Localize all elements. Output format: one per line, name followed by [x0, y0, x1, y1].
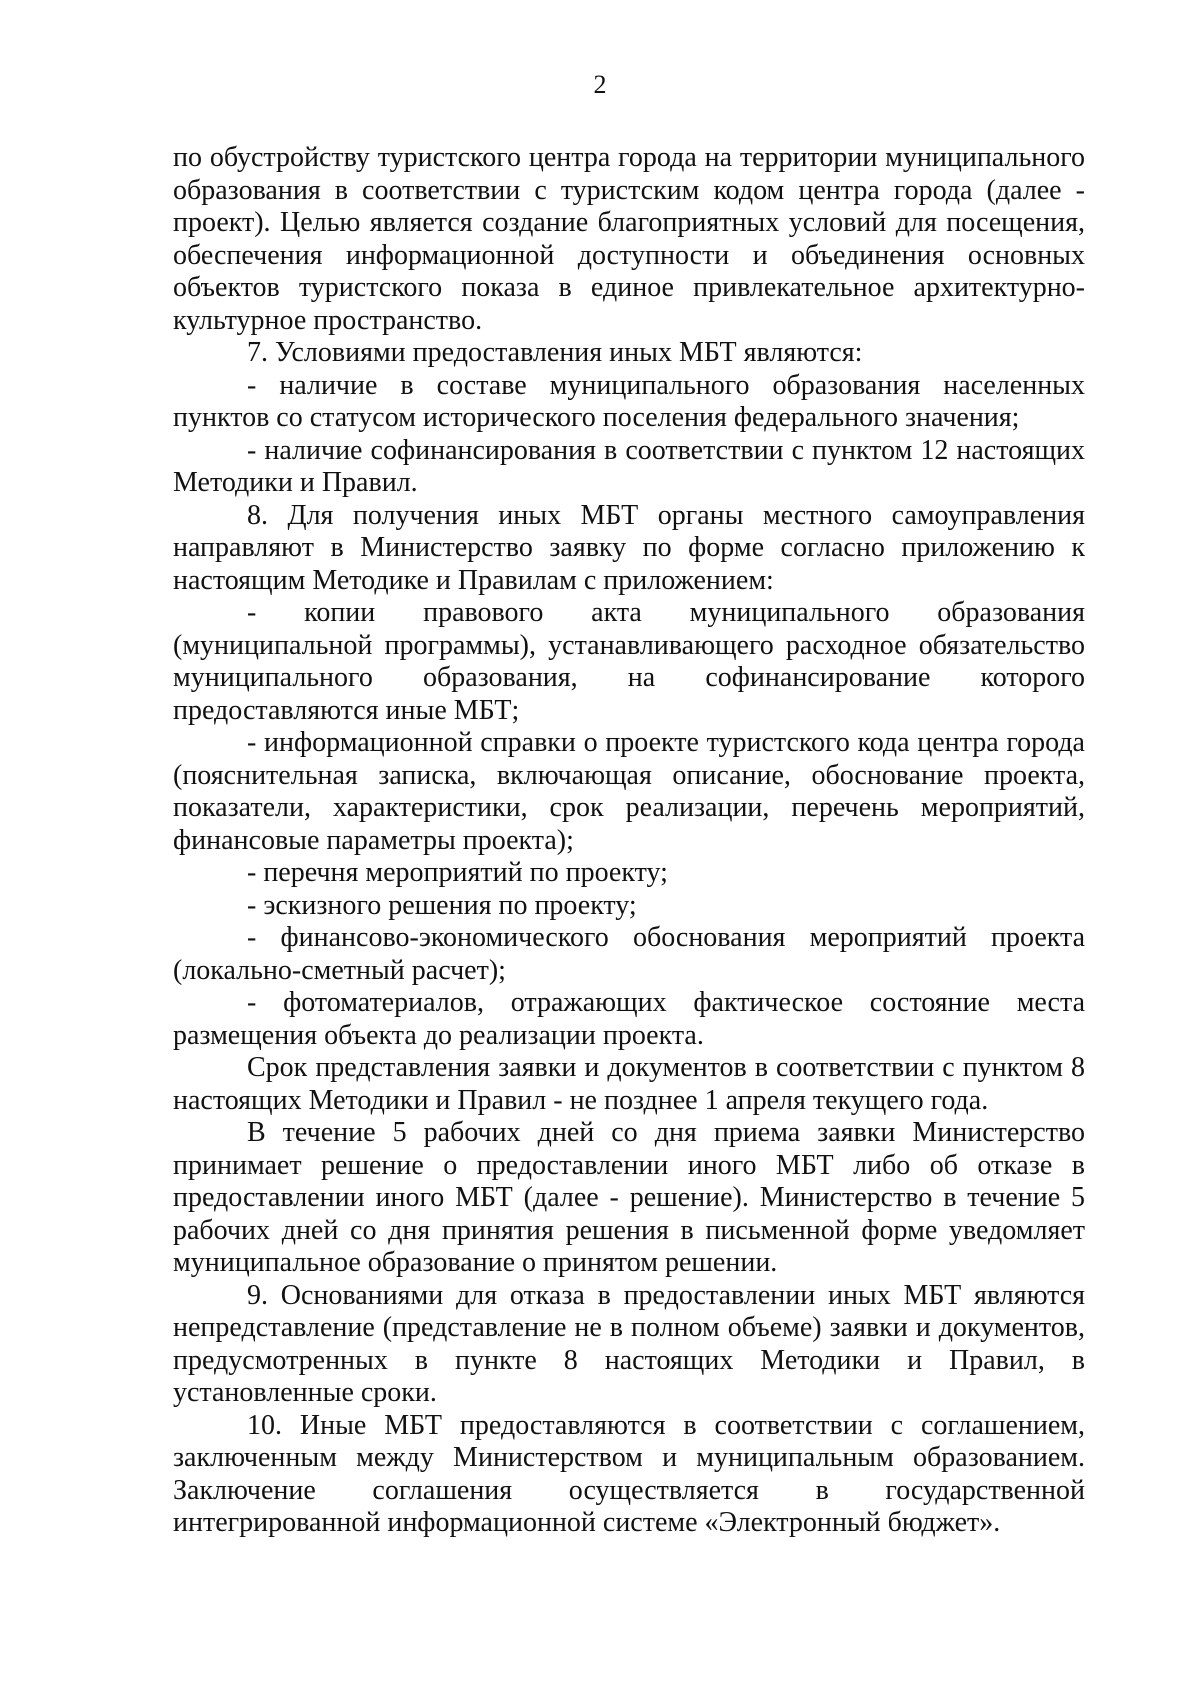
list-item-legal-act: - копии правового акта муниципального образования (муниципальной программы), устанавливающего расходное обязательство муниципального образования, на софинансирование которого предоставляются иные МБТ;: [173, 597, 1085, 726]
paragraph-10-agreement: 10. Иные МБТ предоставляются в соответствии с соглашением, заключенным между Министерством и муниципальным образованием. Заключение соглашения осуществляется в государственной интегрированной информационной системе «Электронный бюджет».: [173, 1409, 1085, 1538]
paragraph-8-application: 8. Для получения иных МБТ органы местного самоуправления направляют в Министерство заявку по форме согласно приложению к настоящим Методике и Правилам с приложением:: [173, 499, 1085, 596]
paragraph-deadline: Срок представления заявки и документов в соответствии с пунктом 8 настоящих Методики и Правил - не позднее 1 апреля текущего года.: [173, 1052, 1085, 1116]
page-number: 2: [593, 70, 607, 99]
document-body: [173, 142, 1085, 1540]
list-item-photo-materials: - фотоматериалов, отражающих фактическое состояние места размещения объекта до реализации проекта.: [173, 987, 1085, 1051]
paragraph-project-purpose: по обустройству туристского центра города на территории муниципального образования в соответствии с туристским кодом центра города (далее - проект). Целью является создание благоприятных условий для посещения, обеспечения информационной доступности и объединения основных объектов туристского показа в единое привлекательное архитектурно-культурное пространство.: [173, 142, 1085, 336]
paragraph-decision: В течение 5 рабочих дней со дня приема заявки Министерство принимает решение о предоставлении иного МБТ либо об отказе в предоставлении иного МБТ (далее - решение). Министерство в течение 5 рабочих дней со дня принятия решения в письменной форме уведомляет муниципальное образование о принятом решении.: [173, 1117, 1085, 1278]
list-item-info-reference: - информационной справки о проекте туристского кода центра города (пояснительная записка, включающая описание, обоснование проекта, показатели, характеристики, срок реализации, перечень мероприятий, финансовые параметры проекта);: [173, 727, 1085, 856]
list-item-historic-settlement: - наличие в составе муниципального образования населенных пунктов со статусом исторического поселения федерального значения;: [173, 369, 1085, 433]
paragraph-9-refusal: 9. Основаниями для отказа в предоставлении иных МБТ являются непредставление (представление не в полном объеме) заявки и документов, предусмотренных в пункте 8 настоящих Методики и Правил, в установленные сроки.: [173, 1279, 1085, 1408]
list-item-cofinancing: - наличие софинансирования в соответствии с пунктом 12 настоящих Методики и Правил.: [173, 434, 1085, 498]
paragraph-7-conditions: 7. Условиями предоставления иных МБТ являются:: [247, 337, 863, 368]
list-item-financial-justification: - финансово-экономического обоснования мероприятий проекта (локально-сметный расчет);: [173, 922, 1085, 986]
list-item-measures-list: - перечня мероприятий по проекту;: [247, 857, 668, 888]
list-item-sketch-solution: - эскизного решения по проекту;: [247, 889, 637, 921]
